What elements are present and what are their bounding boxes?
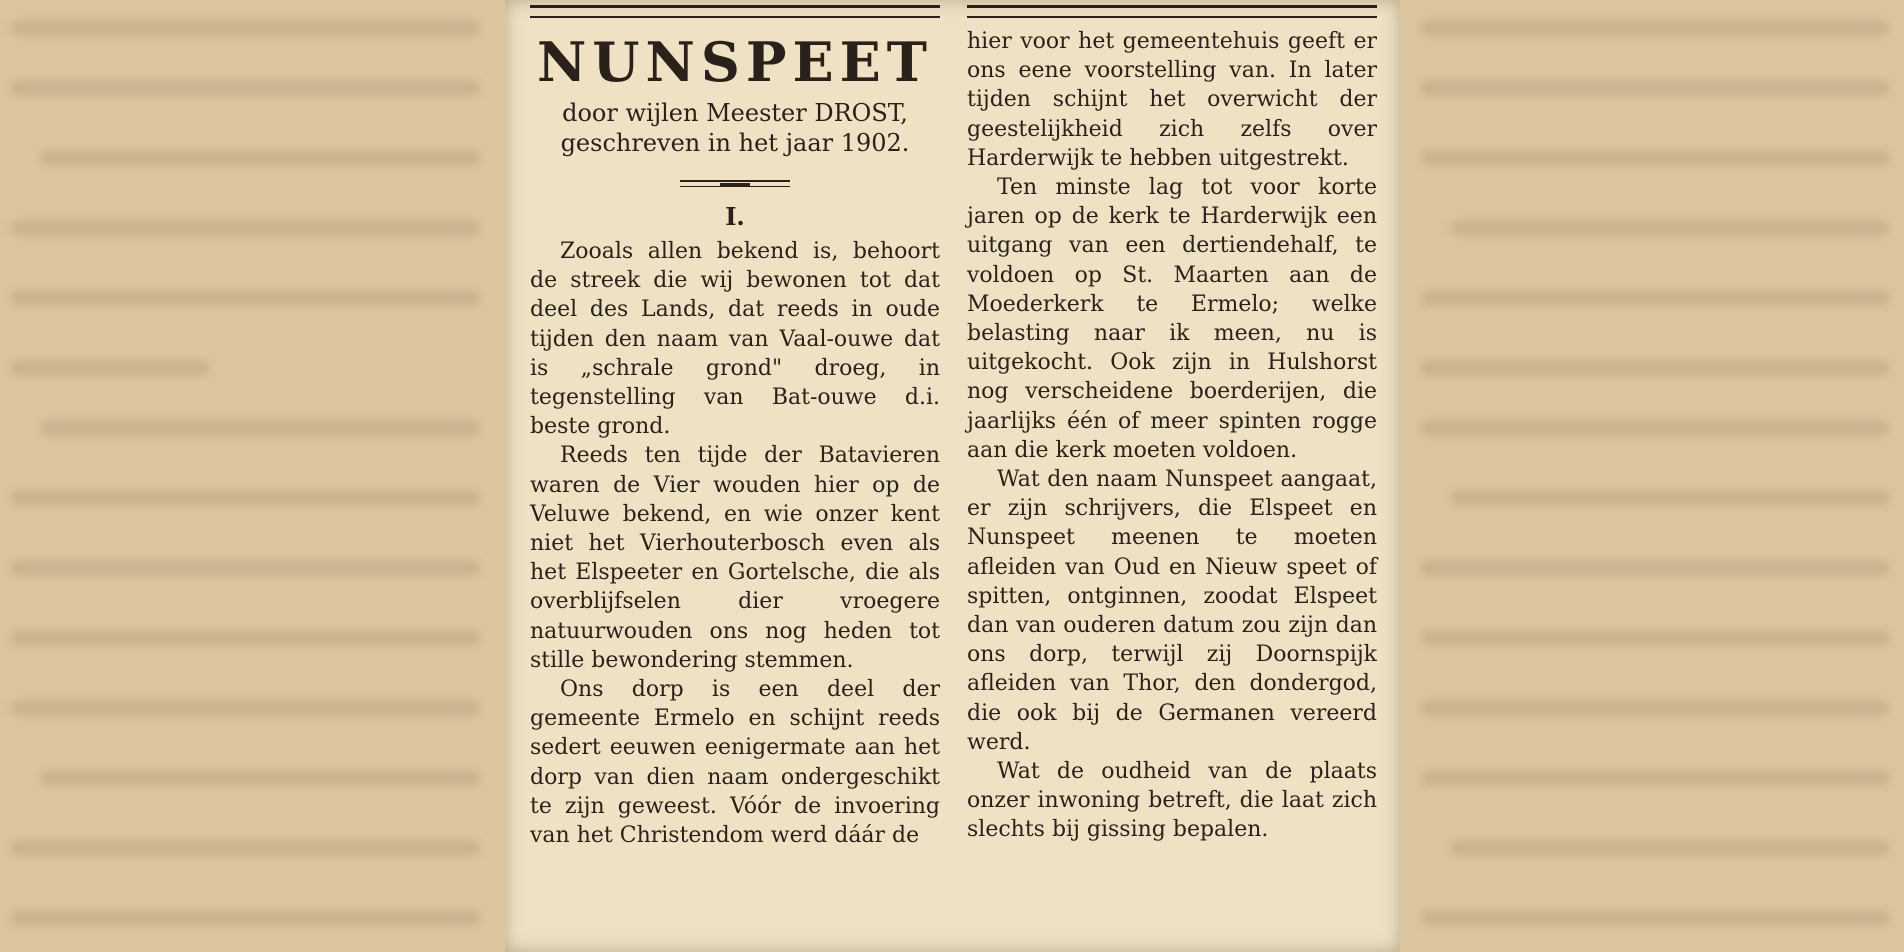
paragraph: Zooals allen bekend is, behoort de streek die wij bewonen tot dat deel des Lands, dat reeds in oude tijden den naam van Vaal-ouwe dat is „schrale grond" droeg, in tegenstelling van Bat-ouwe d.i. beste grond.	[530, 239, 940, 440]
paragraph: Reeds ten tijde der Batavieren waren de Vier wouden hier op de Veluwe bekend, en wie onzer kent niet het Vierhouterbosch even als het Elspeeter en Gortelsche, die als overblijfselen dier vroegere natuurwouden ons nog heden tot stille bewondering stemmen.	[530, 443, 940, 673]
paragraph: Ons dorp is een deel der gemeente Ermelo en schijnt reeds sedert eeuwen eenigermate aan het dorp van dien naam ondergeschikt te zijn geweest. Vóór de invoering van het Christendom werd dáár de	[530, 677, 940, 849]
paragraph: Wat de oudheid van de plaats onzer inwoning betreft, die laat zich slechts bij gissing bepalen.	[967, 759, 1377, 843]
newspaper-clipping	[505, 0, 1400, 952]
article-column-1	[530, 0, 940, 952]
paragraph: Ten minste lag tot voor korte jaren op de kerk te Harderwijk een uitgang van een dertiendehalf, te voldoen op St. Maarten aan de Moederkerk te Ermelo; welke belasting naar ik meen, nu is uitgekocht. Ook zijn in Hulshorst nog verscheidene boerderijen, die jaarlijks één of meer spinten rogge aan die kerk moeten voldoen.	[967, 175, 1377, 463]
byline-date: geschreven in het jaar 1902.	[560, 129, 910, 157]
article-column-2	[967, 0, 1377, 952]
article-byline	[530, 98, 940, 158]
title-divider	[680, 180, 790, 187]
blurred-background-left	[0, 0, 505, 952]
byline-author: door wijlen Meester DROST,	[562, 99, 908, 127]
blurred-background-right	[1400, 0, 1904, 952]
paragraph-continued: hier voor het gemeentehuis geeft er ons eene voorstelling van. In later tijden schijnt het overwicht der geestelijkheid zich zelfs over Harderwijk te hebben uitgestrekt.	[967, 29, 1377, 171]
article-title: NUNSPEET	[537, 30, 933, 94]
column-top-rule	[967, 5, 1377, 18]
paragraph: Wat den naam Nunspeet aangaat, er zijn schrijvers, die Elspeet en Nunspeet meenen te moeten afleiden van Oud en Nieuw speet of spitten, ontginnen, zoodat Elspeet dan van ouderen datum zou zijn dan ons dorp, terwijl zij Doornspijk afleiden van Thor, den dondergod, die ook bij de Germanen vereerd werd.	[967, 467, 1377, 755]
column-top-rule	[530, 5, 940, 18]
section-number: I.	[725, 202, 745, 231]
